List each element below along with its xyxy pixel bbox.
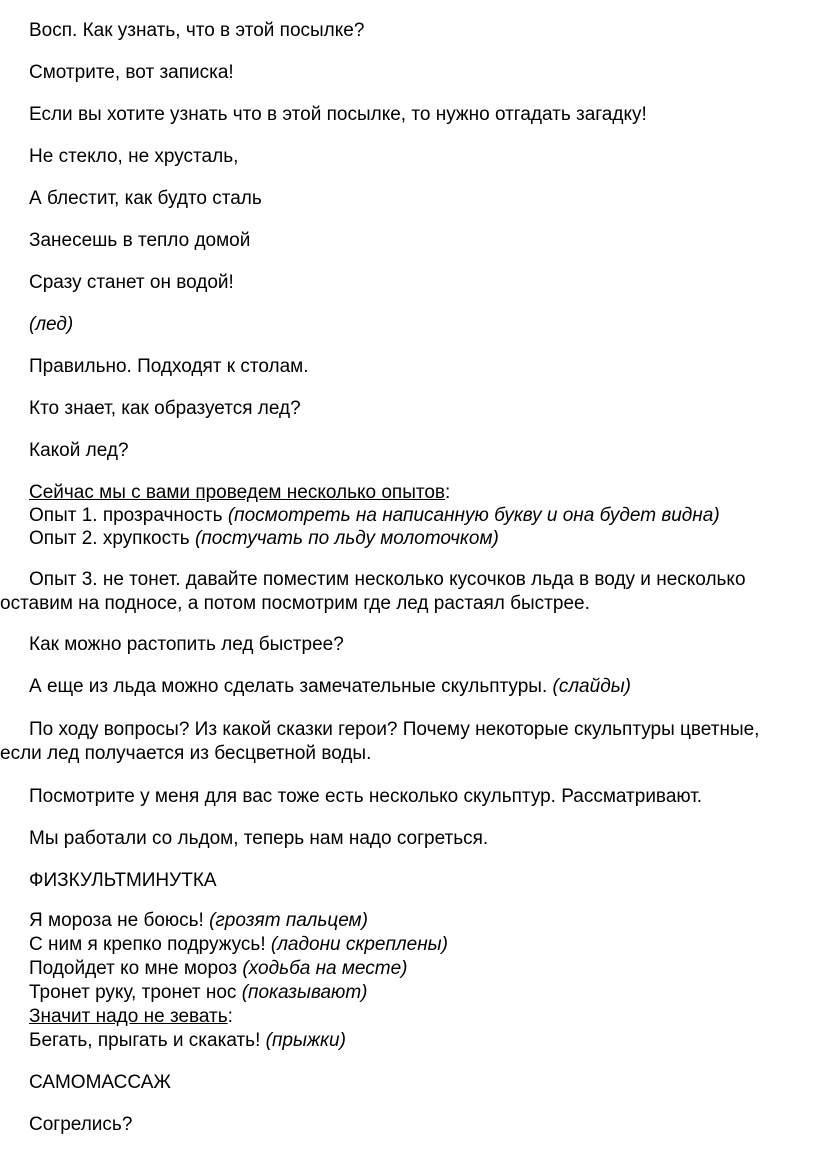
paragraph-questions — [0, 718, 800, 766]
experiments-intro-text: Сейчас мы с вами проведем несколько опытов — [29, 482, 446, 503]
poem-line-4-note: (показывают) — [241, 982, 368, 1003]
experiment-2-text: Опыт 2. хрупкость — [29, 528, 195, 549]
paragraph-warm-up: Мы работали со льдом, теперь нам надо согреться. — [29, 828, 489, 849]
poem-line-1-note: (грозят пальцем) — [209, 910, 368, 931]
paragraph-melt-question: Как можно растопить лед быстрее? — [29, 634, 344, 655]
paragraph-what-ice: Какой лед? — [29, 440, 129, 461]
paragraph-riddle-intro: Если вы хотите узнать что в этой посылке, то нужно отгадать загадку! — [29, 104, 647, 125]
poem-line-3-note: (ходьба на месте) — [242, 958, 408, 979]
poem-line-2-note: (ладони скреплены) — [270, 934, 448, 955]
sculptures-note: (слайды) — [552, 676, 632, 697]
paragraph-ice-formation: Кто знает, как образуется лед? — [29, 398, 301, 419]
paragraph-intro-question: Восп. Как узнать, что в этой посылке? — [29, 20, 365, 41]
experiments-intro — [29, 482, 450, 504]
poem-line-5-colon: : — [227, 1006, 233, 1027]
poem-line-3-text: Подойдет ко мне мороз — [29, 958, 243, 979]
sculptures-text: А еще из льда можно сделать замечательные скульптуры. — [29, 676, 553, 697]
experiment-1 — [29, 505, 720, 527]
paragraph-correct: Правильно. Подходят к столам. — [29, 356, 309, 377]
experiment-3 — [0, 568, 800, 616]
riddle-line-3: Занесешь в тепло домой — [29, 230, 251, 251]
experiment-2 — [29, 528, 499, 550]
poem-line-6 — [29, 1030, 346, 1052]
riddle-line-1: Не стекло, не хрусталь, — [29, 146, 239, 167]
poem-line-2-text: С ним я крепко подружусь! — [29, 934, 271, 955]
questions-text: По ходу вопросы? Из какой сказки герои? Почему некоторые скульптуры цветные, если лед получается из бесцветной воды. — [0, 719, 760, 764]
poem-line-6-text: Бегать, прыгать и скакать! — [29, 1030, 266, 1051]
experiment-1-text: Опыт 1. прозрачность — [29, 505, 228, 526]
poem-line-5-text: Значит надо не зевать — [29, 1006, 228, 1027]
poem-line-6-note: (прыжки) — [265, 1030, 346, 1051]
riddle-answer-text: (лед) — [29, 314, 74, 335]
riddle-line-4: Сразу станет он водой! — [29, 272, 234, 293]
experiment-1-note: (посмотреть на написанную букву и она будет видна) — [227, 505, 720, 526]
poem-line-3 — [29, 958, 408, 980]
poem-line-1-text: Я мороза не боюсь! — [29, 910, 210, 931]
paragraph-warmed-up: Согрелись? — [29, 1114, 133, 1135]
heading-self-massage: САМОМАССАЖ — [29, 1072, 171, 1093]
poem-line-4 — [29, 982, 368, 1004]
experiments-intro-colon: : — [445, 482, 451, 503]
poem-line-1 — [29, 910, 368, 932]
poem-line-4-text: Тронет руку, тронет нос — [29, 982, 242, 1003]
heading-physical-minute: ФИЗКУЛЬТМИНУТКА — [29, 870, 217, 891]
paragraph-sculptures — [29, 676, 631, 698]
riddle-line-2: А блестит, как будто сталь — [29, 188, 262, 209]
poem-line-2 — [29, 934, 448, 956]
poem-line-5 — [29, 1006, 233, 1028]
riddle-answer — [29, 314, 73, 336]
paragraph-note: Смотрите, вот записка! — [29, 62, 234, 83]
experiment-3-text: Опыт 3. не тонет. давайте поместим несколько кусочков льда в воду и несколько оставим на подносе, а потом посмотрим где лед растаял быстрее. — [0, 569, 746, 614]
experiment-2-note: (постучать по льду молоточком) — [194, 528, 499, 549]
paragraph-look-sculptures: Посмотрите у меня для вас тоже есть несколько скульптур. Рассматривают. — [29, 786, 703, 807]
